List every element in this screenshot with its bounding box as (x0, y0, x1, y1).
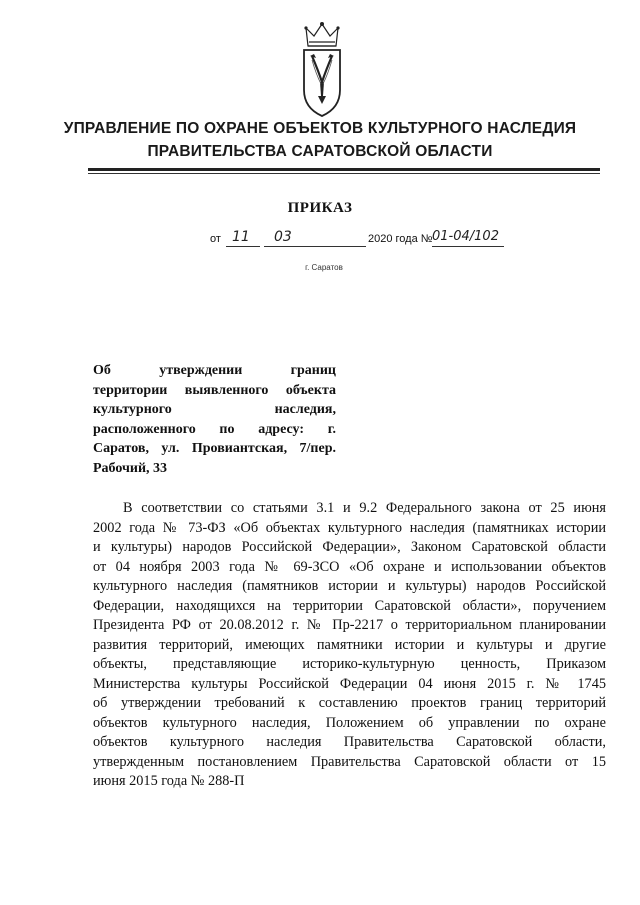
subject-line: Об утверждении границ (93, 363, 336, 378)
document-title: ПРИКАЗ (287, 200, 353, 216)
subject-line: расположенного по адресу: г. (93, 421, 336, 437)
organization-name-line-1: УПРАВЛЕНИЕ ПО ОХРАНЕ ОБЪЕКТОВ КУЛЬТУРНОГО НАСЛЕДИЯ (63, 120, 577, 137)
body-line: Федерации, находящихся на территории Саратовской области», поручением (93, 597, 606, 614)
body-line: об утверждении требований к составлению проектов границ территорий (93, 695, 606, 711)
body-line: 2002 года № 73-ФЗ «Об объектах культурного наследия (памятниках истории (93, 519, 606, 536)
body-line: развития территорий, имеющих памятники истории и культуры и другие (93, 636, 606, 653)
subject-line: территории выявленного объекта (93, 382, 336, 398)
handwritten-order-number: 01-04/102 (432, 229, 499, 244)
coat-of-arms-emblem (294, 20, 350, 120)
body-line: утвержденным постановлением Правительства Саратовской области от 15 (93, 753, 606, 770)
handwritten-month: 03 (274, 229, 292, 245)
order-body-text (93, 499, 606, 792)
header-divider-thick (88, 168, 600, 171)
month-underline (264, 246, 366, 247)
handwritten-day: 11 (232, 229, 250, 245)
body-line: культурного наследия (памятников истории и культуры) народов Российской (93, 578, 606, 594)
body-line: Министерства культуры Российской Федерации 04 июня 2015 г. № 1745 (93, 675, 606, 692)
subject-line: Саратов, ул. Провиантская, 7/пер. (93, 441, 336, 456)
order-subject (93, 361, 336, 478)
body-line: Президента РФ от 20.08.2012 г. № Пр-2217 о территориальном планировании (93, 617, 606, 633)
subject-line: Рабочий, 33 (93, 460, 168, 476)
date-from-label: от (210, 233, 221, 245)
city-location: г. Саратов (305, 263, 343, 272)
organization-name-line-2: ПРАВИТЕЛЬСТВА САРАТОВСКОЙ ОБЛАСТИ (147, 143, 493, 160)
day-underline (226, 246, 260, 247)
header-divider-thin (88, 173, 600, 174)
body-line: от 04 ноября 2003 года № 69-ЗСО «Об охране и использовании объектов (93, 558, 606, 575)
body-line: объектов культурного наследия, Положением об управлении по охране (93, 714, 606, 731)
body-line: объектов культурного наследия Правительства Саратовской области, (93, 734, 606, 750)
body-line: объекты, представляющие историко-культурную ценность, Приказом (93, 656, 606, 672)
body-line: В соответствии со статьями 3.1 и 9.2 Федерального закона от 25 июня (123, 500, 606, 516)
subject-line: культурного наследия, (93, 402, 336, 417)
body-line: июня 2015 года № 288-П (93, 773, 245, 789)
number-underline (432, 246, 504, 247)
year-and-number-label: 2020 года № (368, 233, 433, 245)
body-line: и культуры) народов Российской Федерации», Законом Саратовской области (93, 539, 606, 555)
